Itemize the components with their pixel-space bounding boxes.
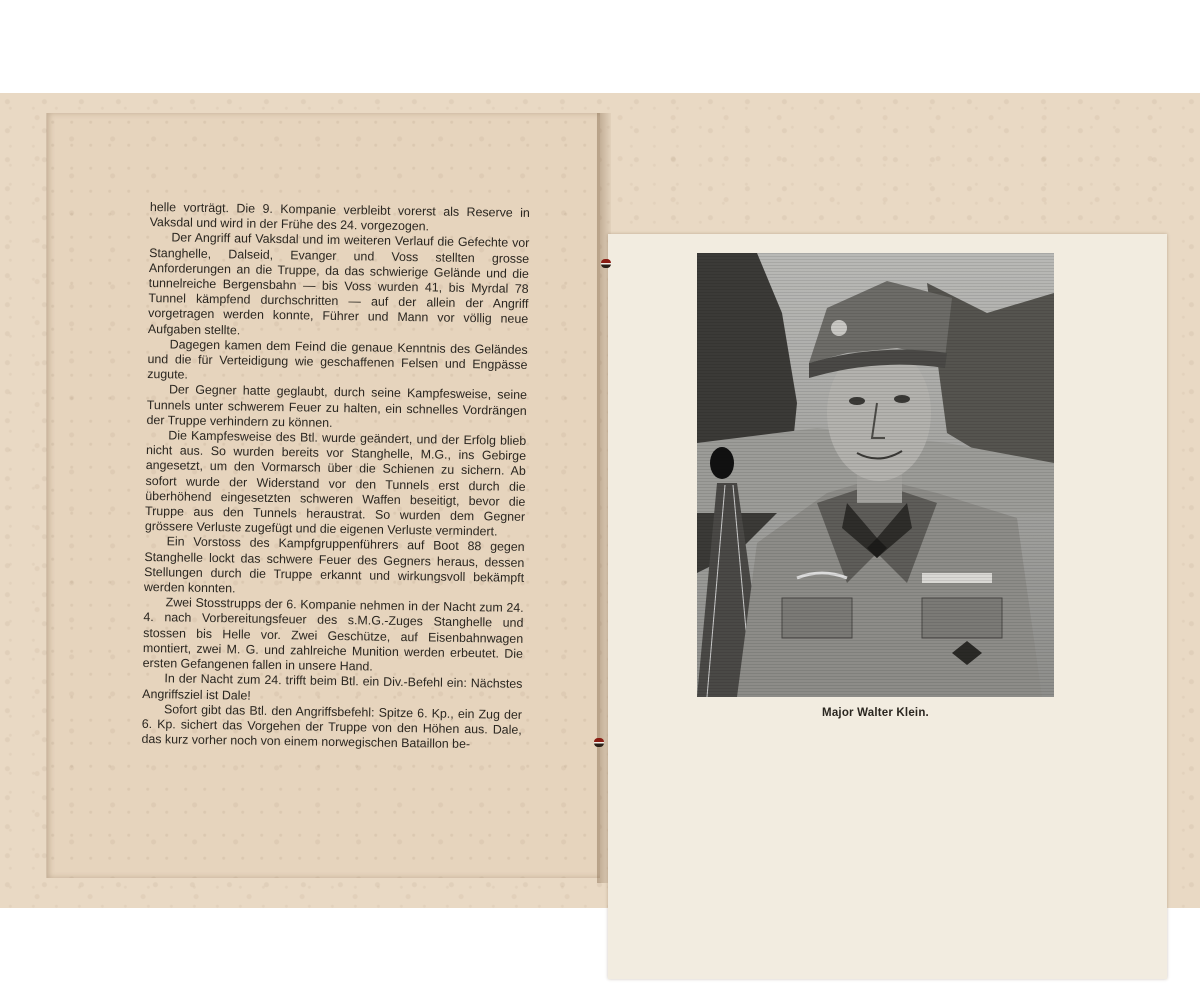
paragraph: In der Nacht zum 24. trifft beim Btl. ein Div.-Befehl ein: Nächstes Angriffsziel ist Dale!: [142, 671, 523, 703]
paragraph: Ein Vorstoss des Kampfgruppenführers auf Boot 88 gegen Stanghelle lockt das schwere Feuer des Gegners heraus, dessen Stellungen durch die Truppe erkannt und wirkungsvoll bekämpft werden konnten.: [143, 534, 525, 596]
portrait-illustration: [697, 253, 1054, 697]
paragraph: Sofort gibt das Btl. den Angriffsbefehl: Spitze 6. Kp., ein Zug der 6. Kp. sichert das Vorgehen der Truppe von den Höhen aus. Dale, das kurz vorher noch von einem norwegischen Bataillon be-: [141, 701, 523, 752]
paragraph: Dagegen kamen dem Feind die genaue Kenntnis des Geländes und die für Verteidigung wie geschaffenen Felsen und Engpässe zugute.: [147, 337, 528, 382]
binding-stitch-bottom: [594, 738, 604, 747]
paragraph: Die Kampfesweise des Btl. wurde geändert, und der Erfolg blieb nicht aus. So wurden bereits vor Stanghelle, M.G., ins Gebirge angesetzt, um den Vormarsch über die Schienen zu sichern. Ab sofort wurde der Widerstand vor den Tunnels erst durch die überhöhend eingesetzten schweren Waffen beseitigt, bevor die Truppe aus den Tunnels heraustrat. So wurden dem Gegner grössere Verluste zugefügt und die eigenen Verluste vermindert.: [144, 428, 527, 539]
left-page-text: [141, 200, 530, 753]
portrait-caption: Major Walter Klein.: [822, 707, 929, 719]
binding-stitch-top: [601, 259, 611, 268]
paragraph: Der Angriff auf Vaksdal und im weiteren Verlauf die Gefechte vor Stanghelle, Dalseid, Evanger und Voss stellten grosse Anforderungen an die Truppe, da das schwierige Gelände und die tunnelreiche Bergensbahn — bis Voss wurden 41, bis Myrdal 78 Tunnel kämpfend durchschritten — auf der allein der Angriff vorgetragen werden konnte, Führer und Mann vor völlig neue Aufgaben stellte.: [147, 230, 530, 338]
paragraph: helle vorträgt. Die 9. Kompanie verbleibt vorerst als Reserve in Vaksdal und wird in der Frühe des 24. vorgezogen.: [149, 200, 530, 234]
paragraph: Zwei Stosstrupps der 6. Kompanie nehmen in der Nacht zum 24. 4. nach Vorbereitungsfeuer des s.M.G.-Zuges Stanghelle und stossen bis Helle vor. Zwei Geschütze, auf Eisenbahnwagen montiert, zwei M. G. und zahlreiche Munition werden erbeutet. Die ersten Gefangenen fallen in unsere Hand.: [142, 595, 524, 674]
paragraph: Der Gegner hatte geglaubt, durch seine Kampfesweise, seine Tunnels unter schwerem Feuer zu halten, ein schnelles Vordrängen der Truppe verhindern zu können.: [146, 382, 528, 430]
